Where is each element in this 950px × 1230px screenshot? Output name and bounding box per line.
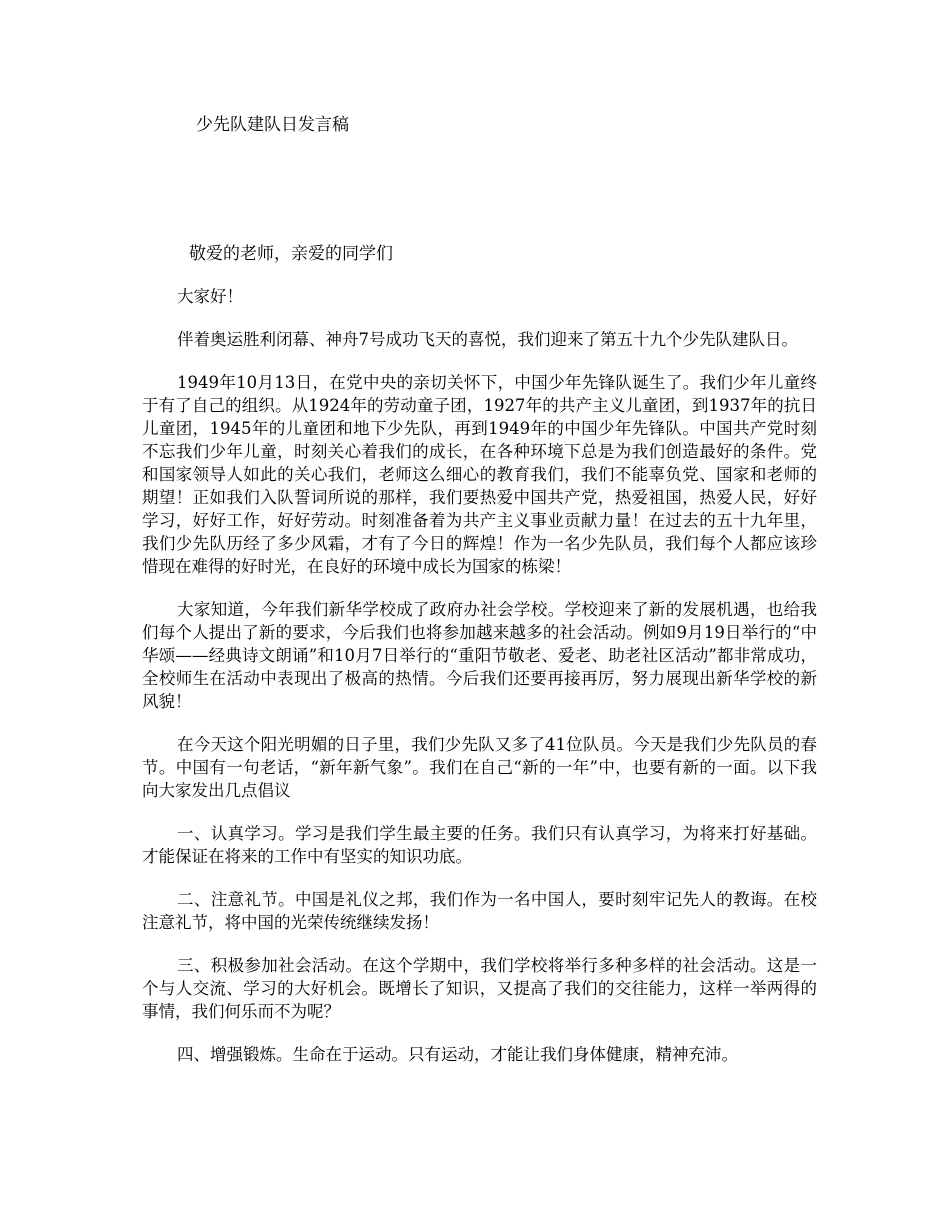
paragraph-intro: 伴着奥运胜利闭幕、神舟7号成功飞天的喜悦，我们迎来了第五十九个少先队建队日。	[177, 330, 798, 349]
paragraph-history: 1949年10月13日，在党中央的亲切关怀下，中国少年先锋队诞生了。我们少年儿童终于有了自己的组织。从1924年的劳动童子团，1927年的共产主义儿童团，到1937年的抗日儿童团，1945年的儿童团和地下少先队，再到1949年的中国少年先锋队。中国共产党时刻不忘我们少年儿童，时刻关心着我们的成长，在各种环境下总是为我们创造最好的条件。党和国家领导人如此的关心我们，老师这么细心的教育我们，我们不能辜负党、国家和老师的期望！正如我们入队誓词所说的那样，我们要热爱中国共产党，热爱祖国，热爱人民，好好学习，好好工作，好好劳动。时刻准备着为共产主义事业贡献力量！在过去的五十九年里，我们少先队历经了多少风霜，才有了今日的辉煌！作为一名少先队员，我们每个人都应该珍惜现在难得的好时光，在良好的环境中成长为国家的栋梁！	[142, 373, 817, 576]
paragraph-school-news: 大家知道，今年我们新华学校成了政府办社会学校。学校迎来了新的发展机遇，也给我们每个人提出了新的要求，今后我们也将参加越来越多的社会活动。例如9月19日举行的“中华颂——经典诗文朗诵”和10月7日举行的“重阳节敬老、爱老、助老社区活动”都非常成功，全校师生在活动中表现出了极高的热情。今后我们还要再接再厉，努力展现出新华学校的新风貌！	[142, 600, 817, 711]
paragraph-new-members: 在今天这个阳光明媚的日子里，我们少先队又多了41位队员。今天是我们少先队员的春节。中国有一句老话，“新年新气象”。我们在自己“新的一年”中，也要有新的一面。以下我向大家发出几点倡议	[142, 735, 817, 800]
paragraph-opening: 大家好！	[177, 287, 243, 306]
paragraph-proposal-1: 一、认真学习。学习是我们学生最主要的任务。我们只有认真学习，为将来打好基础。才能保证在将来的工作中有坚实的知识功底。	[142, 824, 817, 866]
document-body	[142, 285, 817, 1086]
paragraph-proposal-3: 三、积极参加社会活动。在这个学期中，我们学校将举行多种多样的社会活动。这是一个与人交流、学习的大好机会。既增长了知识，又提高了我们的交往能力，这样一举两得的事情，我们何乐而不为呢？	[142, 956, 817, 1021]
greeting-line: 敬爱的老师，亲爱的同学们	[189, 244, 393, 264]
paragraph-proposal-4: 四、增强锻炼。生命在于运动。只有运动，才能让我们身体健康，精神充沛。	[177, 1045, 738, 1064]
document-title: 少先队建队日发言稿	[196, 115, 349, 135]
paragraph-proposal-2: 二、注意礼节。中国是礼仪之邦，我们作为一名中国人，要时刻牢记先人的教诲。在校注意礼节，将中国的光荣传统继续发扬！	[142, 890, 817, 932]
